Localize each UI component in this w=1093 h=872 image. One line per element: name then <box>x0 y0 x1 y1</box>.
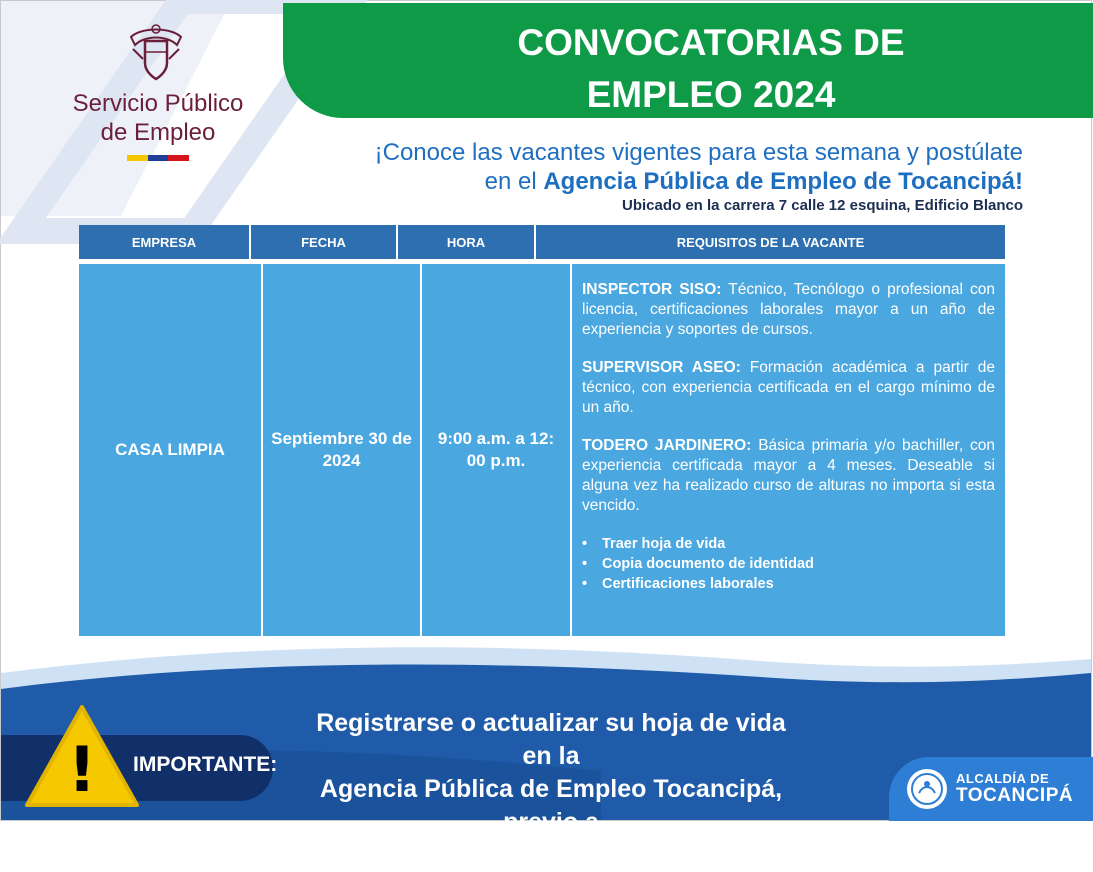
bullet-icon: • <box>582 556 588 572</box>
requirement-todero-jardinero <box>582 436 995 516</box>
header-hora: HORA <box>398 225 536 259</box>
requirement-text: Técnico, Tecnólogo o profesional con licencia, certificaciones laborales mayor a un año de experiencia y soportes de cursos. <box>582 281 995 338</box>
intro-text <box>375 138 1023 196</box>
cell-empresa: CASA LIMPIA <box>79 264 263 636</box>
cell-hora: 9:00 a.m. a 12: 00 p.m. <box>422 264 572 636</box>
list-item <box>582 534 995 554</box>
page-title <box>441 17 981 121</box>
message-line-2: Agencia Pública de Empleo Tocancipá, previo a <box>319 775 783 836</box>
title-line-2: EMPLEO 2024 <box>586 74 836 115</box>
requirement-supervisor-aseo <box>582 358 995 418</box>
message-line-3: la fecha de la convocatoria. <box>387 841 715 869</box>
requirement-text: Formación académica a partir de técnico, con experiencia certificada en el cargo mínimo de un año. <box>582 359 995 416</box>
document-label: Traer hoja de vida <box>602 536 726 552</box>
requirement-title: SUPERVISOR ASEO: <box>582 359 741 376</box>
list-item <box>582 554 995 574</box>
intro-line-1: ¡Conoce las vacantes vigentes para esta semana y postúlate <box>374 139 1023 166</box>
brand-line-1: Servicio Público <box>72 90 244 117</box>
header-fecha: FECHA <box>251 225 398 259</box>
cell-requisitos <box>572 264 1005 636</box>
bullet-icon: • <box>582 576 588 592</box>
document-label: Copia documento de identidad <box>602 556 814 572</box>
cell-fecha: Septiembre 30 de 2024 <box>263 264 422 636</box>
tocancipa-seal-icon <box>905 767 949 811</box>
table-header <box>79 225 1005 259</box>
vacancies-table <box>79 225 1005 636</box>
requirement-title: TODERO JARDINERO: <box>582 437 752 454</box>
intro-line-2 <box>375 167 1023 196</box>
flag-yellow <box>127 155 148 161</box>
header-requisitos: REQUISITOS DE LA VACANTE <box>676 234 865 250</box>
header-empresa: EMPRESA <box>79 225 251 259</box>
important-message <box>301 707 801 872</box>
flag-stripe <box>127 155 189 161</box>
requirement-inspector-siso <box>582 280 995 340</box>
table-row <box>79 264 1005 636</box>
logo-line-2: TOCANCIPÁ <box>956 785 1074 806</box>
address: Ubicado en la carrera 7 calle 12 esquina, Edificio Blanco <box>622 197 1023 214</box>
document-label: Certificaciones laborales <box>602 576 774 592</box>
flag-red <box>168 155 189 161</box>
brand-line-2: de Empleo <box>100 119 216 146</box>
bullet-icon: • <box>582 536 588 552</box>
message-line-1: Registrarse o actualizar su hoja de vida en la <box>316 709 786 770</box>
colombia-crest-icon <box>123 19 189 85</box>
intro-line-2-prefix: en el <box>484 168 544 195</box>
documents-list <box>582 534 995 594</box>
logo-line-1: ALCALDÍA DE <box>956 771 1050 786</box>
warning-symbol: ! <box>67 733 97 806</box>
agency-name: Agencia Pública de Empleo de Tocancipá! <box>543 168 1023 195</box>
title-line-1: CONVOCATORIAS DE <box>517 22 905 63</box>
list-item <box>582 574 995 594</box>
requirement-text: Básica primaria y/o bachiller, con experiencia certificada mayor a 4 meses. Deseable si alguna vez ha realizado curso de alturas no importa si esta vencido. <box>582 437 995 514</box>
requirement-title: INSPECTOR SISO: <box>582 281 722 298</box>
important-label: IMPORTANTE: <box>133 753 278 776</box>
flag-blue <box>148 155 169 161</box>
brand-name <box>53 89 263 147</box>
warning-icon <box>23 703 141 809</box>
